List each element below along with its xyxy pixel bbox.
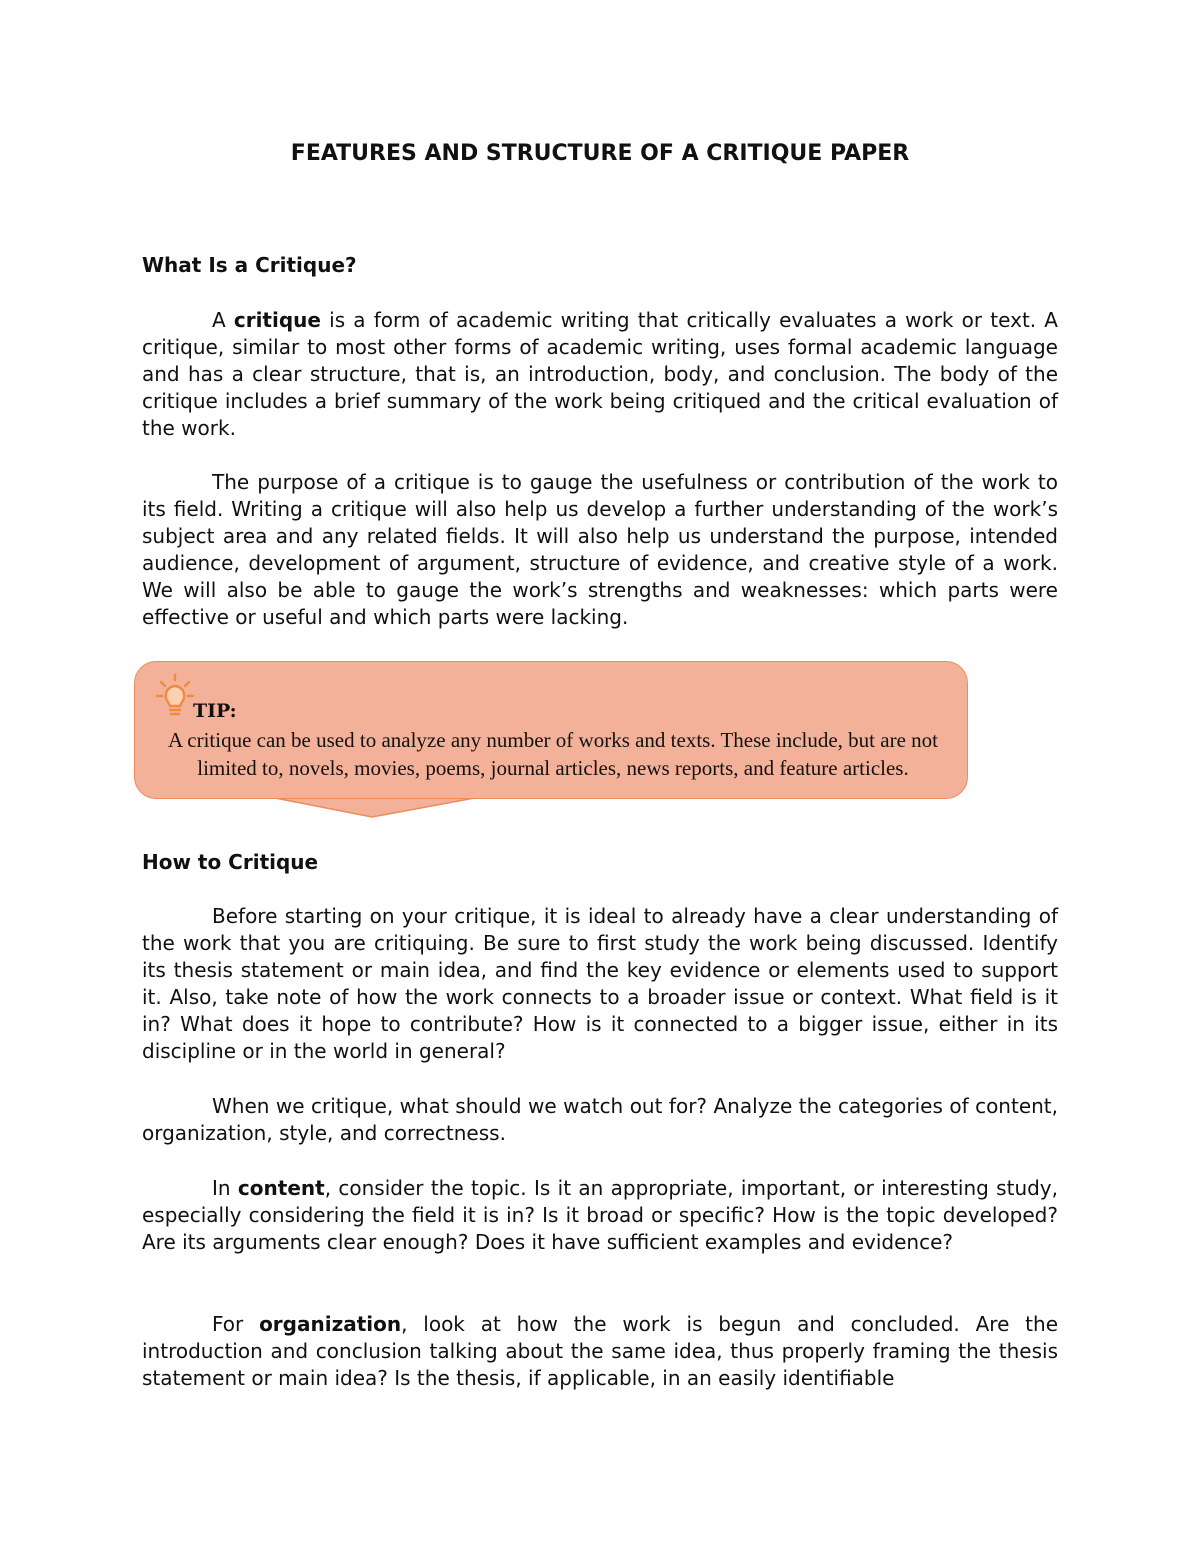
paragraph-critique-purpose: The purpose of a critique is to gauge the usefulness or contribution of the work to its field. Writing a critique will also help us develop a further understanding of the work’s subject area and any related fields. It will also help us understand the purpose, intended audience, development of argument, structure of evidence, and creative style of a work. We will also be able to gauge the work’s strengths and weaknesses: which parts were effective or useful and which parts were lacking. [142,470,1058,629]
paragraph-text: is a form of academic writing that critically evaluates a work or text. A critique, similar to most other forms of academic writing, uses formal academic language and has a clear structure, that is, an introduction, body, and conclusion. The body of the critique includes a brief summary of the work being critiqued and the critical evaluation of the work. [142,308,1058,440]
paragraph-content [142,1175,1058,1256]
paragraph-text: In [212,1176,238,1200]
paragraph-text: A [212,308,234,332]
paragraph-text: For [212,1312,260,1336]
paragraph-text: , look at how the work is begun and concluded. Are the introduction and conclusion talking about the same idea, thus properly framing the thesis statement or main idea? Is the thesis, if applicable, in an easily identifiable [142,1312,1058,1390]
term-content: content [237,1176,325,1200]
term-critique: critique [233,308,321,332]
tip-label: TIP: [193,700,237,722]
section-heading-what-is-critique: What Is a Critique? [142,253,357,277]
tip-callout [134,661,968,799]
paragraph-text: , consider the topic. Is it an appropriate, important, or interesting study, especially considering the field it is in? Is it broad or specific? How is the topic developed? Are its arguments clear enough? Does it have sufficient examples and evidence? [142,1176,1059,1254]
section-heading-how-to-critique: How to Critique [142,850,319,874]
paragraph-organization [142,1311,1058,1392]
paragraph-before-starting: Before starting on your critique, it is ideal to already have a clear understanding of the work that you are critiquing. Be sure to first study the work being discussed. Identify its thesis statement or main idea, and find the key evidence or elements used to support it. Also, take note of how the work connects to a broader issue or context. What field is it in? What does it hope to contribute? How is it connected to a bigger issue, either in its discipline or in the world in general? [142,904,1058,1063]
page-title: FEATURES AND STRUCTURE OF A CRITIQUE PAPER [290,141,910,166]
tip-text: A critique can be used to analyze any number of works and texts. These include, but are not limited to, novels, movies, poems, journal articles, news reports, and feature articles. [168,728,938,780]
paragraph-critique-definition [142,307,1058,442]
term-organization: organization [259,1312,402,1336]
lightbulb-icon [155,672,195,720]
paragraph-what-to-watch: When we critique, what should we watch out for? Analyze the categories of content, organization, style, and correctness. [142,1094,1058,1145]
